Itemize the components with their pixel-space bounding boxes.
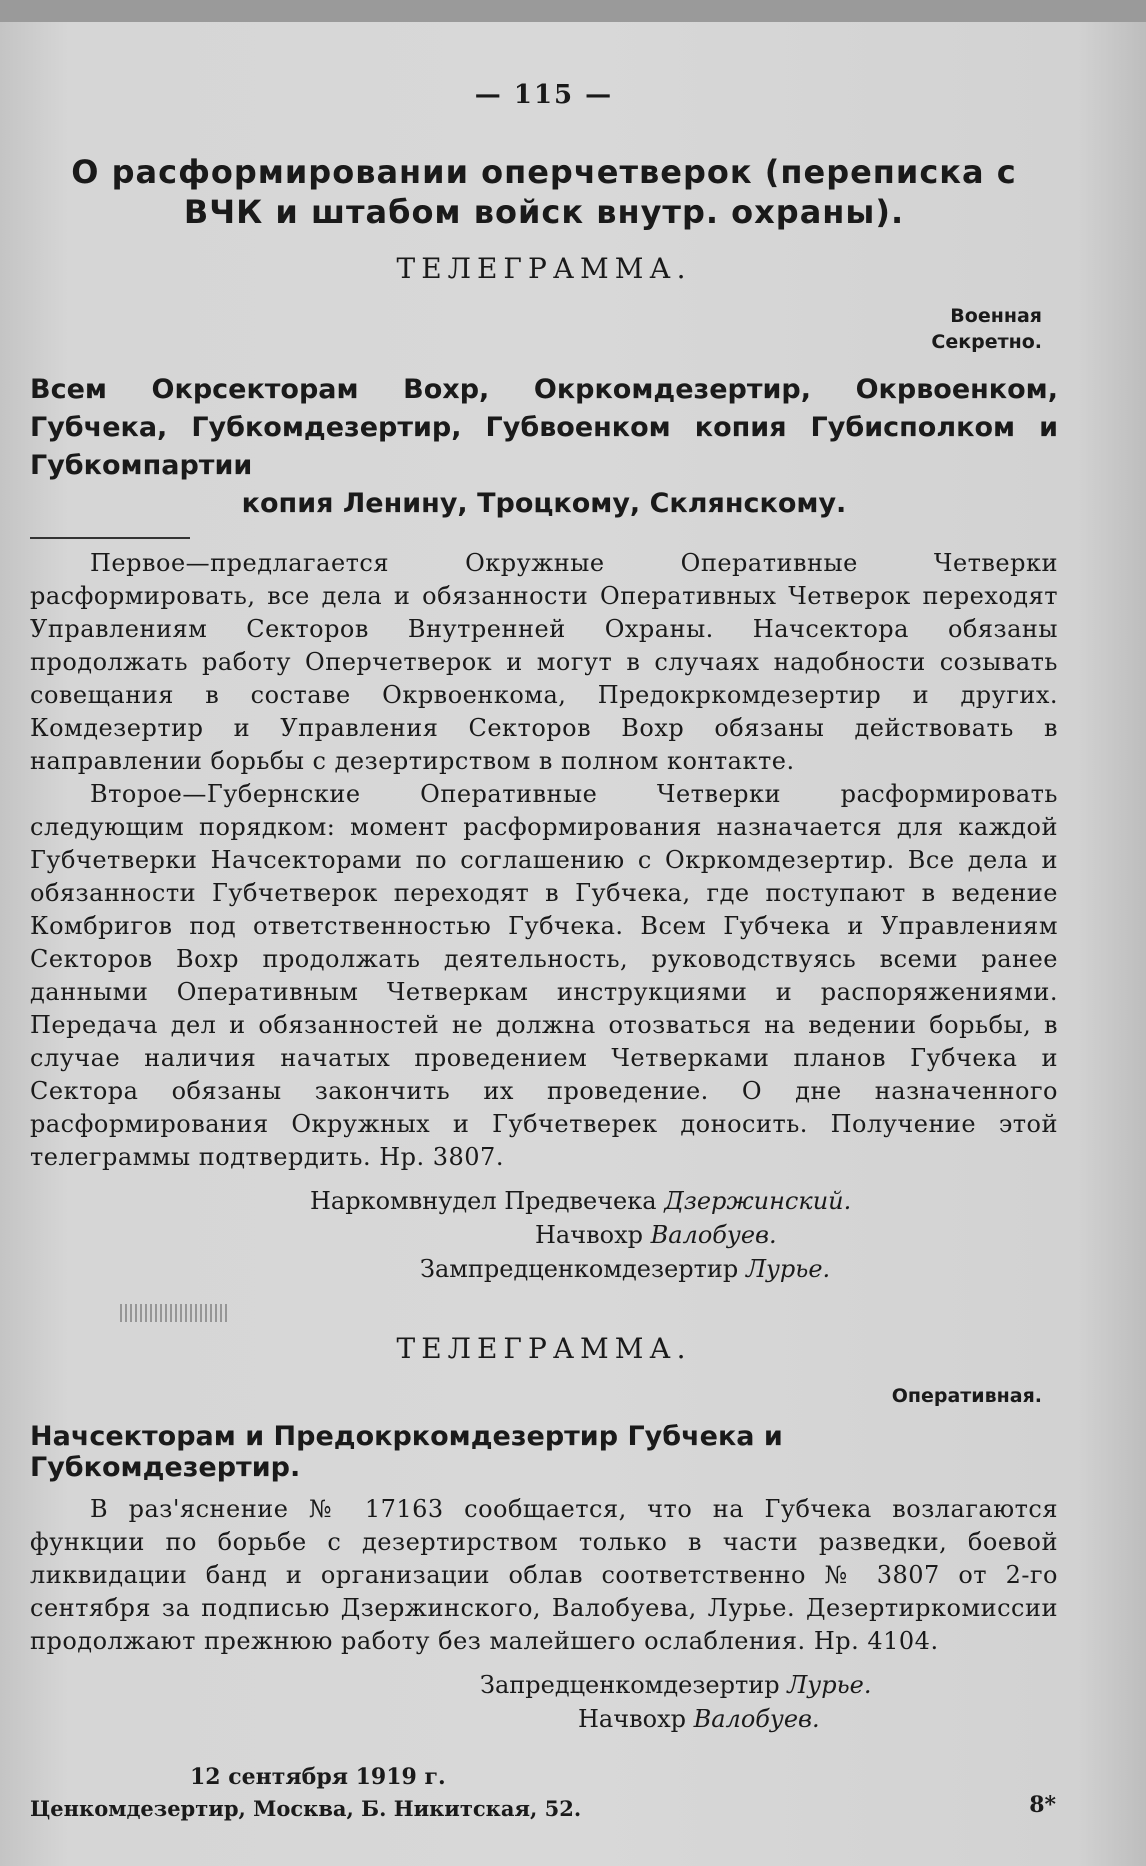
- divider: [30, 537, 190, 539]
- page-title: О расформировании оперчетверок (переписка с ВЧК и штабом войск внутр. охраны).: [71, 153, 1017, 231]
- signature-name: Валобуев.: [693, 1705, 820, 1733]
- page-number: — 115 —: [474, 80, 614, 110]
- classification-mark: Оперативная.: [891, 1385, 1042, 1407]
- signature-name: Лурье.: [787, 1671, 872, 1699]
- document-date: 12 сентября 1919 г.: [190, 1764, 446, 1790]
- scan-edge: [0, 0, 1146, 22]
- address-recipients: Всем Окрсекторам Вохр, Окркомдезертир, Окрвоенком, Губчека, Губкомдезертир, Губвоенком копия Губисполком и Губкомпартии: [30, 374, 1058, 481]
- signature-role: Начвохр: [535, 1221, 643, 1249]
- address-copy: копия Ленину, Троцкому, Склянскому.: [241, 488, 847, 519]
- signatures: [30, 1184, 1058, 1286]
- signature-name: Лурье.: [745, 1255, 831, 1283]
- signatures: [30, 1668, 1058, 1736]
- signature-line: [30, 1702, 1058, 1736]
- signature-role: Запредценкомдезертир: [480, 1671, 780, 1699]
- signature-role: Зампредценкомдезертир: [420, 1255, 739, 1283]
- ink-smudge: [120, 1304, 230, 1322]
- sheet-mark: 8*: [1029, 1792, 1056, 1818]
- signature-name: Валобуев.: [650, 1221, 777, 1249]
- signature-role: Начвохр: [578, 1705, 686, 1733]
- telegram-heading: ТЕЛЕГРАММА.: [396, 1332, 692, 1365]
- classification-mark: [30, 303, 1058, 355]
- telegram-heading: ТЕЛЕГРАММА.: [396, 252, 692, 285]
- telegram-text: [30, 547, 1058, 1174]
- signature-line: [30, 1218, 1058, 1252]
- mark-secret: Секретно.: [931, 331, 1042, 353]
- telegram-text: [30, 1493, 1058, 1658]
- signature-line: [30, 1252, 1058, 1286]
- signature-role: Наркомвнудел Предвечека: [310, 1187, 657, 1215]
- paragraph-first: Первое—предлагается Окружные Оперативные Четверки расформировать, все дела и обязанности Оперативных Четверок переходят Управлениям Секторов Внутренней Охраны. Начсектора обязаны продолжать работу Оперчетверок и могут в случаях надобности созывать совещания в составе Окрвоенкома, Предокркомдезертир и других. Комдезертир и Управления Секторов Вохр обязаны действовать в направлении борьбы с дезертирством в полном контакте.: [30, 549, 1058, 775]
- telegram-address: [30, 371, 1058, 523]
- telegram-address: Начсекторам и Предокркомдезертир Губчека и Губкомдезертир.: [30, 1421, 783, 1483]
- signature-line: [30, 1184, 1058, 1218]
- paragraph: В раз'яснение № 17163 сообщается, что на Губчека возлагаются функции по борьбе с дезертирством только в части разведки, боевой ликвидации банд и организации облав соответственно № 3807 от 2-го сентября за подписью Дзержинского, Валобуева, Лурье. Дезертиркомиссии продолжают прежнюю работу без малейшего ослабления. Нр. 4104.: [30, 1495, 1058, 1655]
- paragraph-second: Второе—Губернские Оперативные Четверки расформировать следующим порядком: момент расформирования назначается для каждой Губчетверки Начсекторами по соглашению с Окркомдезертир. Все дела и обязанности Губчетверок переходят в Губчека, где поступают в ведение Комбригов под ответственностью Губчека. Всем Губчека и Управлениям Секторов Вохр продолжать деятельность, руководствуясь всеми ранее данными Оперативным Четверкам инструкциями и распоряжениями. Передача дел и обязанностей не должна отозваться на ведении борьбы, в случае наличия начатых проведением Четверками планов Губчека и Сектора обязаны закончить их проведение. О дне назначенного расформирования Окружных и Губчетверек доносить. Получение этой телеграммы подтвердить. Нр. 3807.: [30, 780, 1058, 1171]
- document-body: [30, 80, 1058, 1821]
- signature-line: [30, 1668, 1058, 1702]
- imprint: Ценкомдезертир, Москва, Б. Никитская, 52.: [30, 1796, 582, 1821]
- mark-military: Военная: [950, 305, 1042, 327]
- signature-name: Дзержинский.: [664, 1187, 852, 1215]
